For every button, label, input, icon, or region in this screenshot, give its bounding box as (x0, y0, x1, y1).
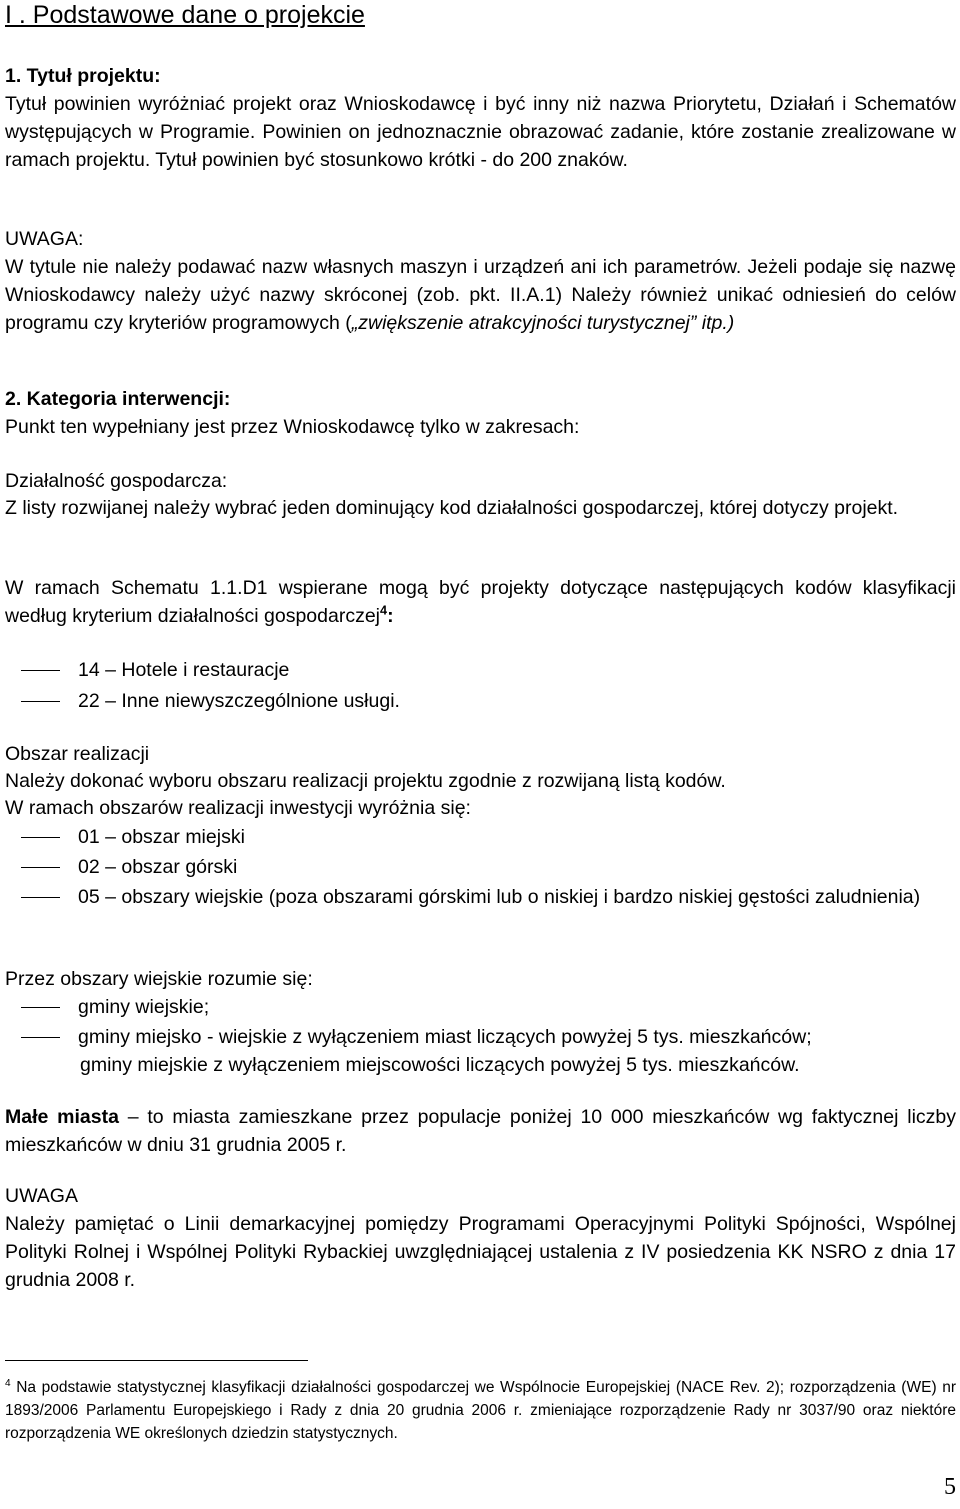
category-intro: Punkt ten wypełniany jest przez Wnioskodawcę tylko w zakresach: (5, 416, 580, 438)
uwaga-italic: „zwiększenie atrakcyjności turystycznej” itp.) (351, 312, 735, 334)
list-item-text: 14 – Hotele i restauracje (78, 659, 290, 681)
uwaga-paragraph (5, 253, 956, 337)
list-item (5, 687, 956, 715)
small-towns-text: – to miasta zamieszkane przez populacje poniżej 10 000 mieszkańców wg faktycznej liczby mieszkańców w dniu 31 grudnia 2005 r. (5, 1106, 956, 1156)
area-heading: Obszar realizacji (5, 743, 150, 765)
dash-bullet (21, 867, 60, 868)
schemat-text: W ramach Schematu 1.1.D1 wspierane mogą być projekty dotyczące następujących kodów klasyfikacji według kryterium działalności gospodarczej (5, 577, 956, 627)
list-item-text: gminy wiejskie; (78, 996, 210, 1018)
dash-bullet (21, 897, 60, 898)
list-item (5, 823, 956, 851)
list-item (5, 993, 956, 1021)
dash-bullet (21, 1007, 60, 1008)
footnote-mark: 4 (5, 1377, 11, 1389)
section-title: I . Podstawowe dane o projekcie (5, 1, 365, 29)
list-item-text: 02 – obszar górski (78, 856, 238, 878)
small-towns-label: Małe miasta (5, 1106, 119, 1128)
schemat-paragraph (5, 574, 956, 630)
schemat-colon: : (387, 605, 394, 627)
dash-bullet (21, 1037, 60, 1038)
list-item-text: gminy miejsko - wiejskie z wyłączeniem miast liczących powyżej 5 tys. mieszkańców; (78, 1026, 812, 1048)
page-number: 5 (944, 1474, 956, 1500)
business-text: Z listy rozwijanej należy wybrać jeden dominujący kod działalności gospodarczej, której dotyczy projekt. (5, 497, 899, 519)
list-item-text: 01 – obszar miejski (78, 826, 245, 848)
list-item (5, 656, 956, 684)
list-item-text: 05 – obszary wiejskie (poza obszarami górskimi lub o niskiej i bardzo niskiej gęstości zaludnienia) (78, 886, 921, 908)
footnote-ref: 4 (380, 603, 388, 618)
footnote-text: Na podstawie statystycznej klasyfikacji działalności gospodarczej we Wspólnocie Europejskiej (NACE Rev. 2); rozporządzenia (WE) nr 1893/2006 Parlamentu Europejskiego i Rady z dnia 20 grudnia 2006 r. zmieniające rozporządzenie Rady nr 3037/90 oraz niektóre rozporządzenia WE określonych dziedzin statystycznych. (5, 1379, 956, 1442)
list-item (5, 1023, 956, 1051)
dash-bullet (21, 701, 60, 702)
dash-bullet (21, 670, 60, 671)
dash-bullet (21, 837, 60, 838)
small-towns-paragraph (5, 1103, 956, 1159)
title-body: Tytuł powinien wyróżniać projekt oraz Wnioskodawcę i być inny niż nazwa Priorytetu, Działań i Schematów występujących w Programie. Powinien on jednoznacznie obrazować zadanie, które zostanie zrealizowane w ramach projektu. Tytuł powinien być stosunkowo krótki - do 200 znaków. (5, 93, 956, 171)
title-heading: 1. Tytuł projektu: (5, 65, 161, 87)
area-line-2: W ramach obszarów realizacji inwestycji wyróżnia się: (5, 797, 471, 819)
rural-intro: Przez obszary wiejskie rozumie się: (5, 968, 313, 990)
footnote (5, 1376, 956, 1445)
uwaga-text: W tytule nie należy podawać nazw własnych maszyn i urządzeń ani ich parametrów. Jeżeli podaje się nazwę Wnioskodawcy należy użyć nazwy skróconej (zob. pkt. II.A.1) Należy również unikać odniesień do celów programu czy kryteriów programowych ( (5, 256, 956, 334)
list-item-text: 22 – Inne niewyszczególnione usługi. (78, 690, 400, 712)
footnote-divider (5, 1360, 308, 1361)
business-label: Działalność gospodarcza: (5, 470, 228, 492)
list-item (5, 853, 956, 881)
uwaga2-text: Należy pamiętać o Linii demarkacyjnej pomiędzy Programami Operacyjnymi Polityki Spójności, Wspólnej Polityki Rolnej i Wspólnej Polityki Rybackiej uwzględniającej ustalenia z IV posiedzenia KK NSRO z dnia 17 grudnia 2008 r. (5, 1213, 956, 1291)
uwaga-label: UWAGA: (5, 228, 84, 250)
category-heading: 2. Kategoria interwencji: (5, 388, 231, 410)
uwaga2-label: UWAGA (5, 1185, 78, 1207)
area-line-1: Należy dokonać wyboru obszaru realizacji projektu zgodnie z rozwijaną listą kodów. (5, 770, 726, 792)
rural-extra: gminy miejskie z wyłączeniem miejscowości liczących powyżej 5 tys. mieszkańców. (80, 1054, 800, 1076)
